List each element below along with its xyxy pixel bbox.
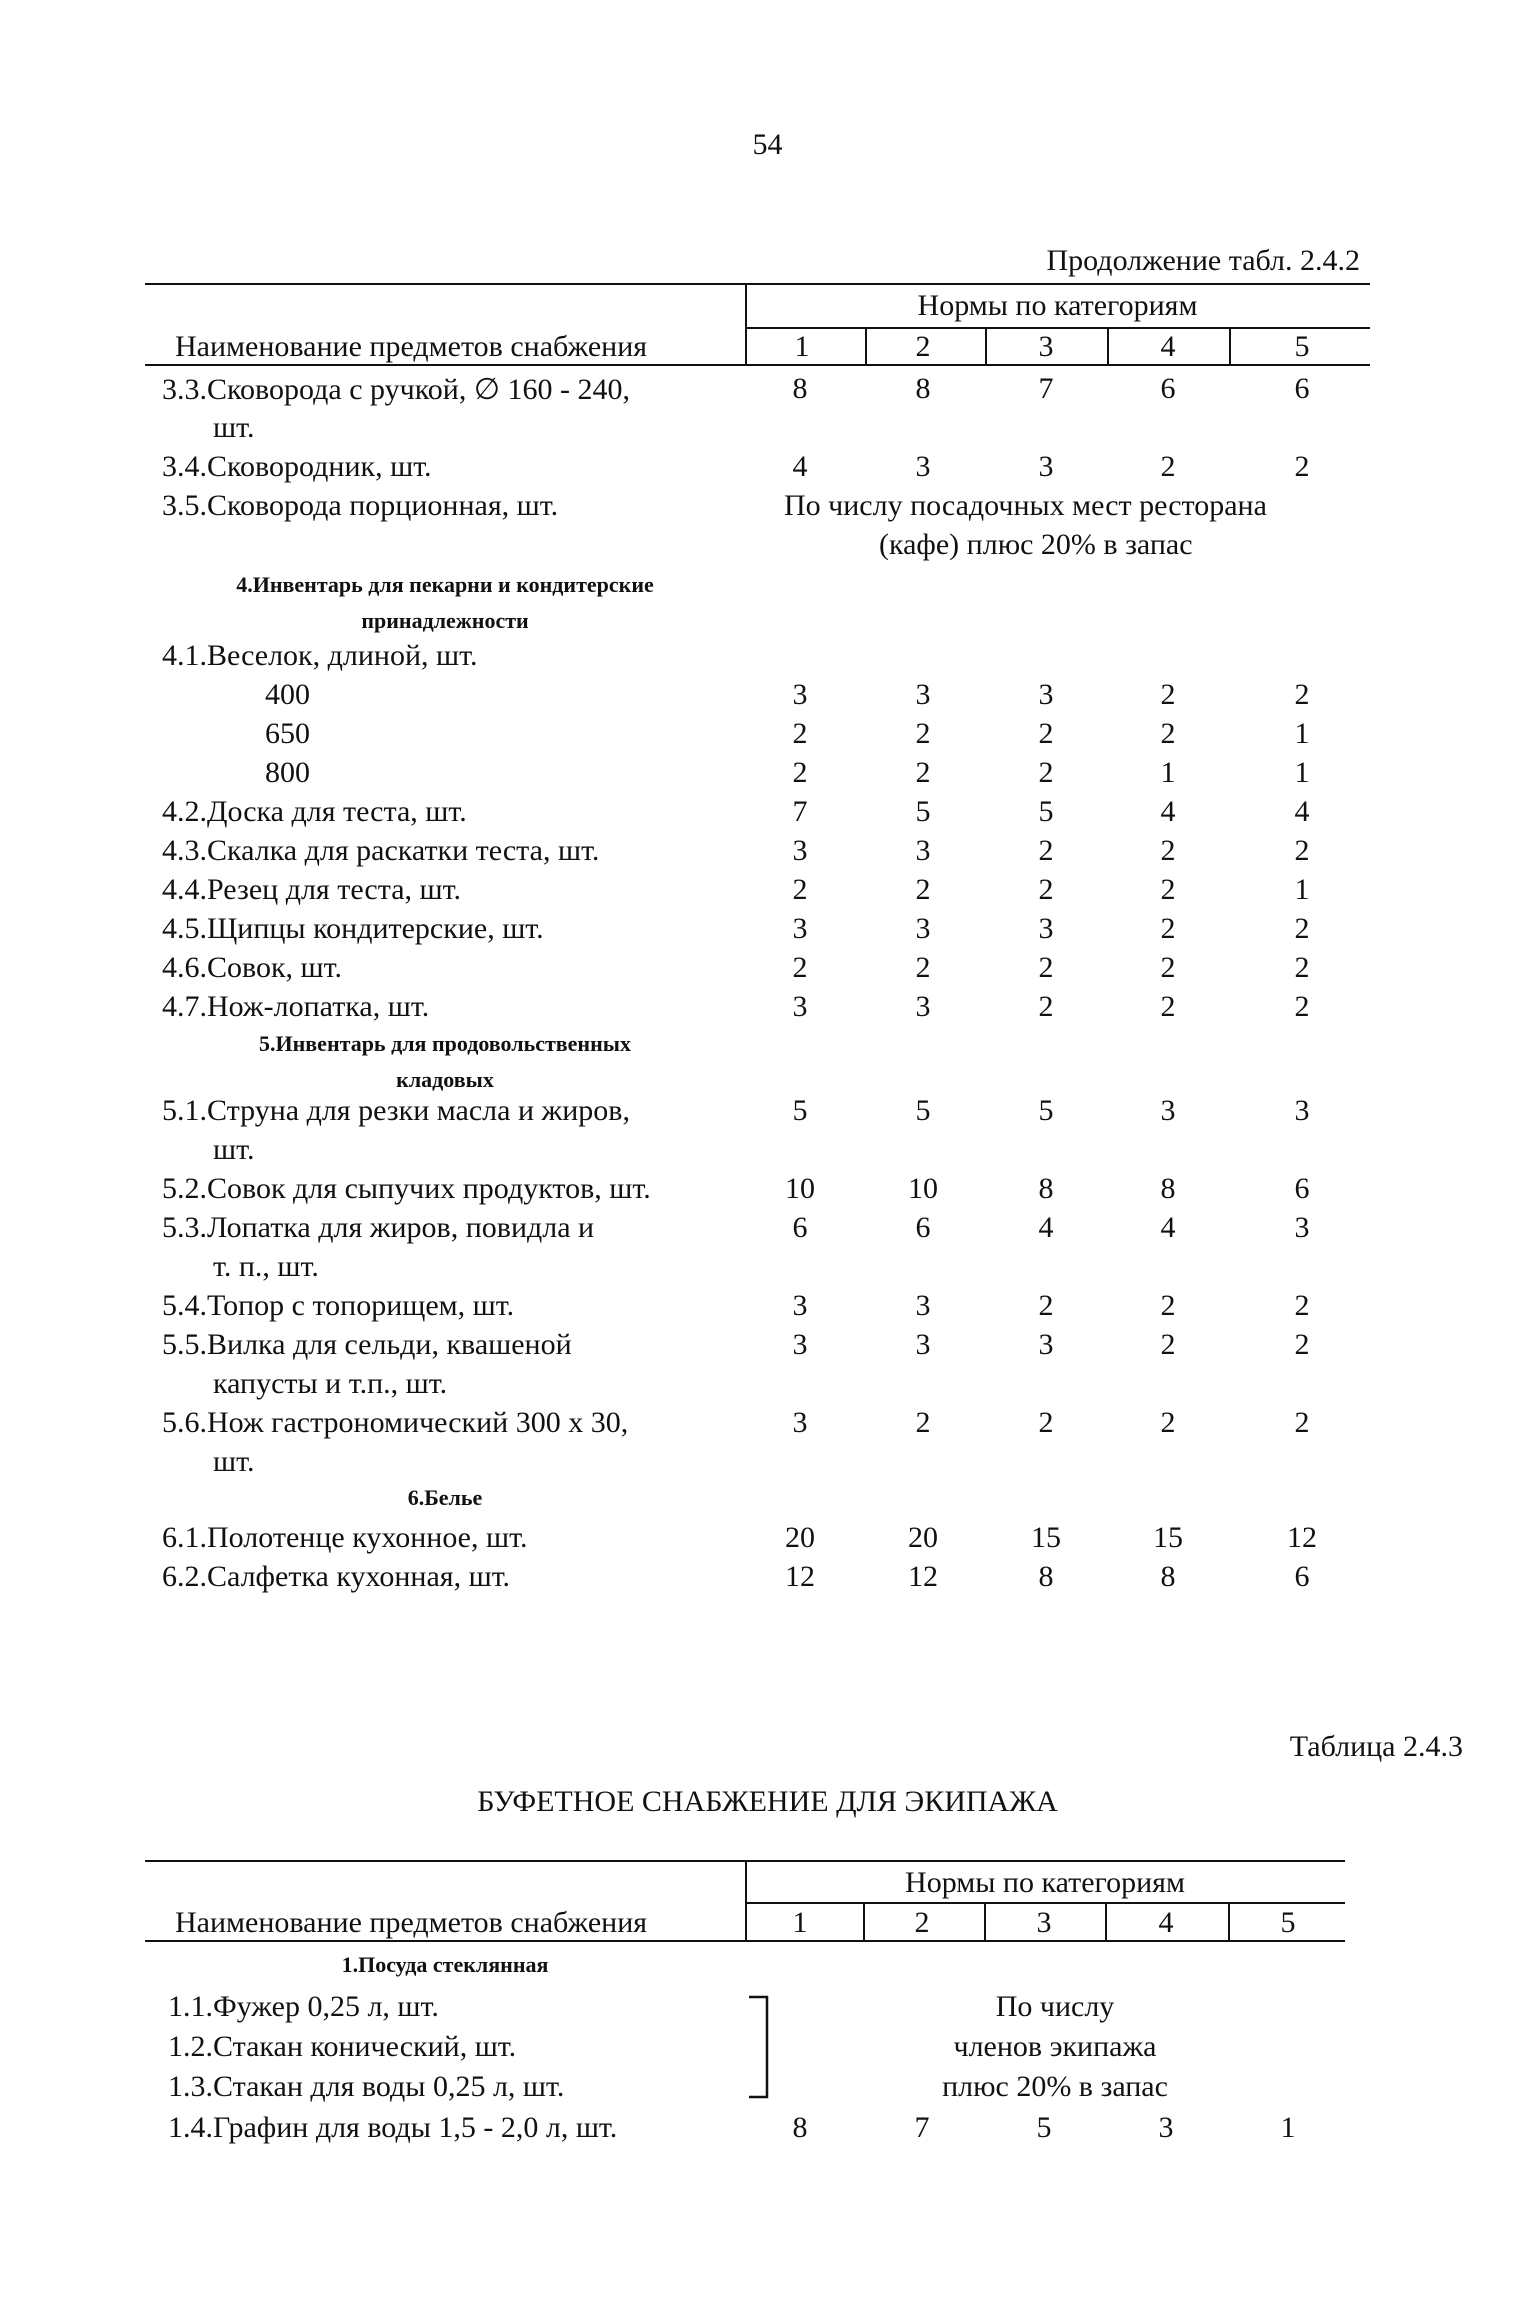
column-divider [1105, 1902, 1107, 1940]
row-value: 1 [1294, 756, 1310, 789]
row-value: 6 [792, 1211, 808, 1244]
row-label: 4.4.Резец для теста, шт. [162, 873, 461, 906]
row-value: 1 [1294, 717, 1310, 750]
section-heading [145, 1480, 745, 1516]
bracket-icon [745, 1993, 775, 2103]
row-value: 2 [915, 951, 931, 984]
row-value: 12 [1287, 1521, 1317, 1554]
row-value: 7 [1038, 372, 1054, 405]
row-value: 2 [792, 756, 808, 789]
row-value: 10 [908, 1172, 938, 1205]
row-value: 6 [1160, 372, 1176, 405]
row-value: 4 [1160, 1211, 1176, 1244]
row-value: 4 [792, 450, 808, 483]
row-value: 3 [792, 678, 808, 711]
row-value: 3 [1158, 2111, 1174, 2144]
row-label-cont: т. п., шт. [213, 1250, 319, 1283]
section-heading-line: кладовых [396, 1067, 494, 1092]
row-label: 4.3.Скалка для раскатки теста, шт. [162, 834, 600, 867]
group-note: членов экипажа [953, 2030, 1157, 2063]
row-value: 2 [792, 873, 808, 906]
row-value: 1 [1280, 2111, 1296, 2144]
row-label: 800 [265, 756, 310, 789]
row-value: 2 [1038, 990, 1054, 1023]
row-label: 6.1.Полотенце кухонное, шт. [162, 1521, 528, 1554]
row-value: 6 [915, 1211, 931, 1244]
row-value: 2 [1294, 450, 1310, 483]
row-value: 2 [915, 717, 931, 750]
row-label: 4.5.Щипцы кондитерские, шт. [162, 912, 544, 945]
category-header: 3 [1038, 330, 1054, 363]
row-value: 4 [1294, 795, 1310, 828]
row-value: 3 [915, 450, 931, 483]
row-label: 4.7.Нож-лопатка, шт. [162, 990, 430, 1023]
section-heading: 1.Посуда стеклянная [341, 1952, 549, 1977]
row-label: 3.5.Сковорода порционная, шт. [162, 489, 559, 522]
row-label-cont: капусты и т.п., шт. [213, 1367, 448, 1400]
row-value: 3 [915, 912, 931, 945]
table-title: БУФЕТНОЕ СНАБЖЕНИЕ ДЛЯ ЭКИПАЖА [477, 1785, 1058, 1818]
row-value: 3 [1038, 450, 1054, 483]
row-value: 3 [792, 912, 808, 945]
row-label: 6.2.Салфетка кухонная, шт. [162, 1560, 511, 1593]
category-header: 1 [792, 1906, 808, 1939]
row-label: 400 [265, 678, 310, 711]
row-value: 7 [792, 795, 808, 828]
category-header: 3 [1036, 1906, 1052, 1939]
category-header: 2 [915, 330, 931, 363]
section-heading-line: 5.Инвентарь для продовольственных [259, 1031, 631, 1056]
row-value: 6 [1294, 1560, 1310, 1593]
row-label: 3.3.Сковорода с ручкой, ∅ 160 - 240, [162, 373, 630, 406]
category-header: 4 [1158, 1906, 1174, 1939]
row-value: 2 [1038, 873, 1054, 906]
category-header: 4 [1160, 330, 1176, 363]
row-value: 3 [1038, 1328, 1054, 1361]
row-value: 2 [1038, 1406, 1054, 1439]
row-value: 2 [915, 756, 931, 789]
row-label: 1.2.Стакан конический, шт. [168, 2030, 517, 2063]
row-value: 2 [915, 1406, 931, 1439]
row-value: 2 [1294, 951, 1310, 984]
row-label: 5.3.Лопатка для жиров, повидла и [162, 1211, 595, 1244]
row-label: 5.5.Вилка для сельди, квашеной [162, 1328, 572, 1361]
row-value: 3 [915, 678, 931, 711]
row-label: 5.2.Совок для сыпучих продуктов, шт. [162, 1172, 651, 1205]
column-divider [984, 1902, 986, 1940]
row-value: 2 [1160, 1406, 1176, 1439]
section-heading [145, 1026, 745, 1098]
row-value: 5 [1036, 2111, 1052, 2144]
row-value: 3 [792, 990, 808, 1023]
category-header: 2 [914, 1906, 930, 1939]
row-value: 2 [1160, 678, 1176, 711]
column-divider [1228, 1902, 1230, 1940]
row-value: 5 [1038, 1094, 1054, 1127]
row-label: 4.6.Совок, шт. [162, 951, 342, 984]
category-header: 5 [1280, 1906, 1296, 1939]
row-value: 6 [1294, 1172, 1310, 1205]
row-label: 650 [265, 717, 310, 750]
row-value: 12 [908, 1560, 938, 1593]
row-value: 2 [1160, 834, 1176, 867]
column-divider [985, 327, 987, 364]
row-value: 8 [1038, 1560, 1054, 1593]
row-value: 20 [908, 1521, 938, 1554]
row-value: 2 [1160, 1289, 1176, 1322]
section-heading-line: 4.Инвентарь для пекарни и кондитерские [236, 572, 654, 597]
row-value: 3 [915, 834, 931, 867]
row-value: 2 [1038, 951, 1054, 984]
row-label-cont: шт. [213, 1133, 255, 1166]
header-label: Наименование предметов снабжения [175, 1906, 648, 1939]
table-label: Таблица 2.4.3 [1289, 1730, 1463, 1763]
header-group: Нормы по категориям [917, 289, 1198, 322]
row-value: 3 [915, 1328, 931, 1361]
row-value: 2 [1038, 756, 1054, 789]
header-label: Наименование предметов снабжения [175, 330, 648, 363]
table-caption: Продолжение табл. 2.4.2 [1046, 244, 1360, 277]
table-rule [745, 327, 1370, 329]
row-value: 2 [1160, 717, 1176, 750]
row-value: 15 [1153, 1521, 1183, 1554]
row-label-cont: шт. [213, 411, 255, 444]
category-header: 1 [794, 330, 810, 363]
row-value: 2 [915, 873, 931, 906]
row-value: 4 [1160, 795, 1176, 828]
row-value: 6 [1294, 372, 1310, 405]
row-value: 2 [1160, 450, 1176, 483]
row-value: 3 [792, 1406, 808, 1439]
group-note: плюс 20% в запас [942, 2070, 1168, 2103]
table-rule [145, 1940, 1345, 1942]
row-note: По числу посадочных мест ресторана [784, 489, 1267, 522]
row-value: 2 [1294, 834, 1310, 867]
row-label: 4.2.Доска для теста, шт. [162, 795, 467, 828]
column-divider [1229, 327, 1231, 364]
row-value: 2 [1160, 873, 1176, 906]
row-label: 3.4.Сковородник, шт. [162, 450, 432, 483]
row-value: 2 [1038, 1289, 1054, 1322]
row-value: 3 [1038, 678, 1054, 711]
row-value: 8 [792, 372, 808, 405]
row-value: 15 [1031, 1521, 1061, 1554]
row-value: 8 [792, 2111, 808, 2144]
section-heading-line: принадлежности [361, 608, 529, 633]
row-value: 2 [792, 951, 808, 984]
row-value: 2 [1038, 834, 1054, 867]
row-value: 1 [1160, 756, 1176, 789]
row-value: 2 [1160, 912, 1176, 945]
row-value: 2 [1160, 1328, 1176, 1361]
row-value: 3 [1294, 1094, 1310, 1127]
row-label: 5.6.Нож гастрономический 300 х 30, [162, 1406, 629, 1439]
row-value: 3 [915, 1289, 931, 1322]
row-value: 2 [1038, 717, 1054, 750]
row-value: 20 [785, 1521, 815, 1554]
row-value: 3 [792, 1328, 808, 1361]
row-value: 1 [1294, 873, 1310, 906]
row-note: (кафе) плюс 20% в запас [879, 528, 1193, 561]
row-value: 5 [792, 1094, 808, 1127]
page-number: 54 [752, 128, 783, 161]
row-value: 4 [1038, 1211, 1054, 1244]
row-label: 5.1.Струна для резки масла и жиров, [162, 1094, 630, 1127]
row-value: 8 [1160, 1172, 1176, 1205]
category-header: 5 [1294, 330, 1310, 363]
row-value: 5 [915, 1094, 931, 1127]
row-value: 2 [1160, 990, 1176, 1023]
row-value: 5 [1038, 795, 1054, 828]
row-value: 3 [792, 1289, 808, 1322]
header-group: Нормы по категориям [905, 1866, 1185, 1899]
row-value: 12 [785, 1560, 815, 1593]
row-value: 2 [1294, 990, 1310, 1023]
row-value: 2 [1294, 1289, 1310, 1322]
row-value: 3 [792, 834, 808, 867]
row-value: 3 [1294, 1211, 1310, 1244]
table-rule [145, 364, 1370, 366]
table-rule [145, 283, 1370, 285]
row-value: 8 [915, 372, 931, 405]
row-value: 3 [915, 990, 931, 1023]
row-value: 8 [1038, 1172, 1054, 1205]
row-label: 1.3.Стакан для воды 0,25 л, шт. [168, 2070, 565, 2103]
row-label: 4.1.Веселок, длиной, шт. [162, 639, 478, 672]
section-heading [145, 567, 745, 639]
column-divider [1107, 327, 1109, 364]
column-divider [863, 1902, 865, 1940]
row-value: 2 [1294, 678, 1310, 711]
row-value: 2 [1294, 1328, 1310, 1361]
row-value: 2 [1294, 1406, 1310, 1439]
row-value: 2 [1294, 912, 1310, 945]
row-value: 2 [1160, 951, 1176, 984]
group-note: По числу [995, 1990, 1115, 2023]
row-value: 5 [915, 795, 931, 828]
row-label: 1.1.Фужер 0,25 л, шт. [168, 1990, 439, 2023]
row-value: 8 [1160, 1560, 1176, 1593]
row-value: 3 [1038, 912, 1054, 945]
row-label-cont: шт. [213, 1445, 255, 1478]
row-value: 7 [914, 2111, 930, 2144]
row-value: 2 [792, 717, 808, 750]
column-divider [865, 327, 867, 364]
table-rule [745, 1902, 1345, 1904]
section-heading-line: 6.Белье [407, 1485, 483, 1510]
row-value: 3 [1160, 1094, 1176, 1127]
row-label: 5.4.Топор с топорищем, шт. [162, 1289, 515, 1322]
row-value: 10 [785, 1172, 815, 1205]
row-label: 1.4.Графин для воды 1,5 - 2,0 л, шт. [168, 2111, 618, 2144]
